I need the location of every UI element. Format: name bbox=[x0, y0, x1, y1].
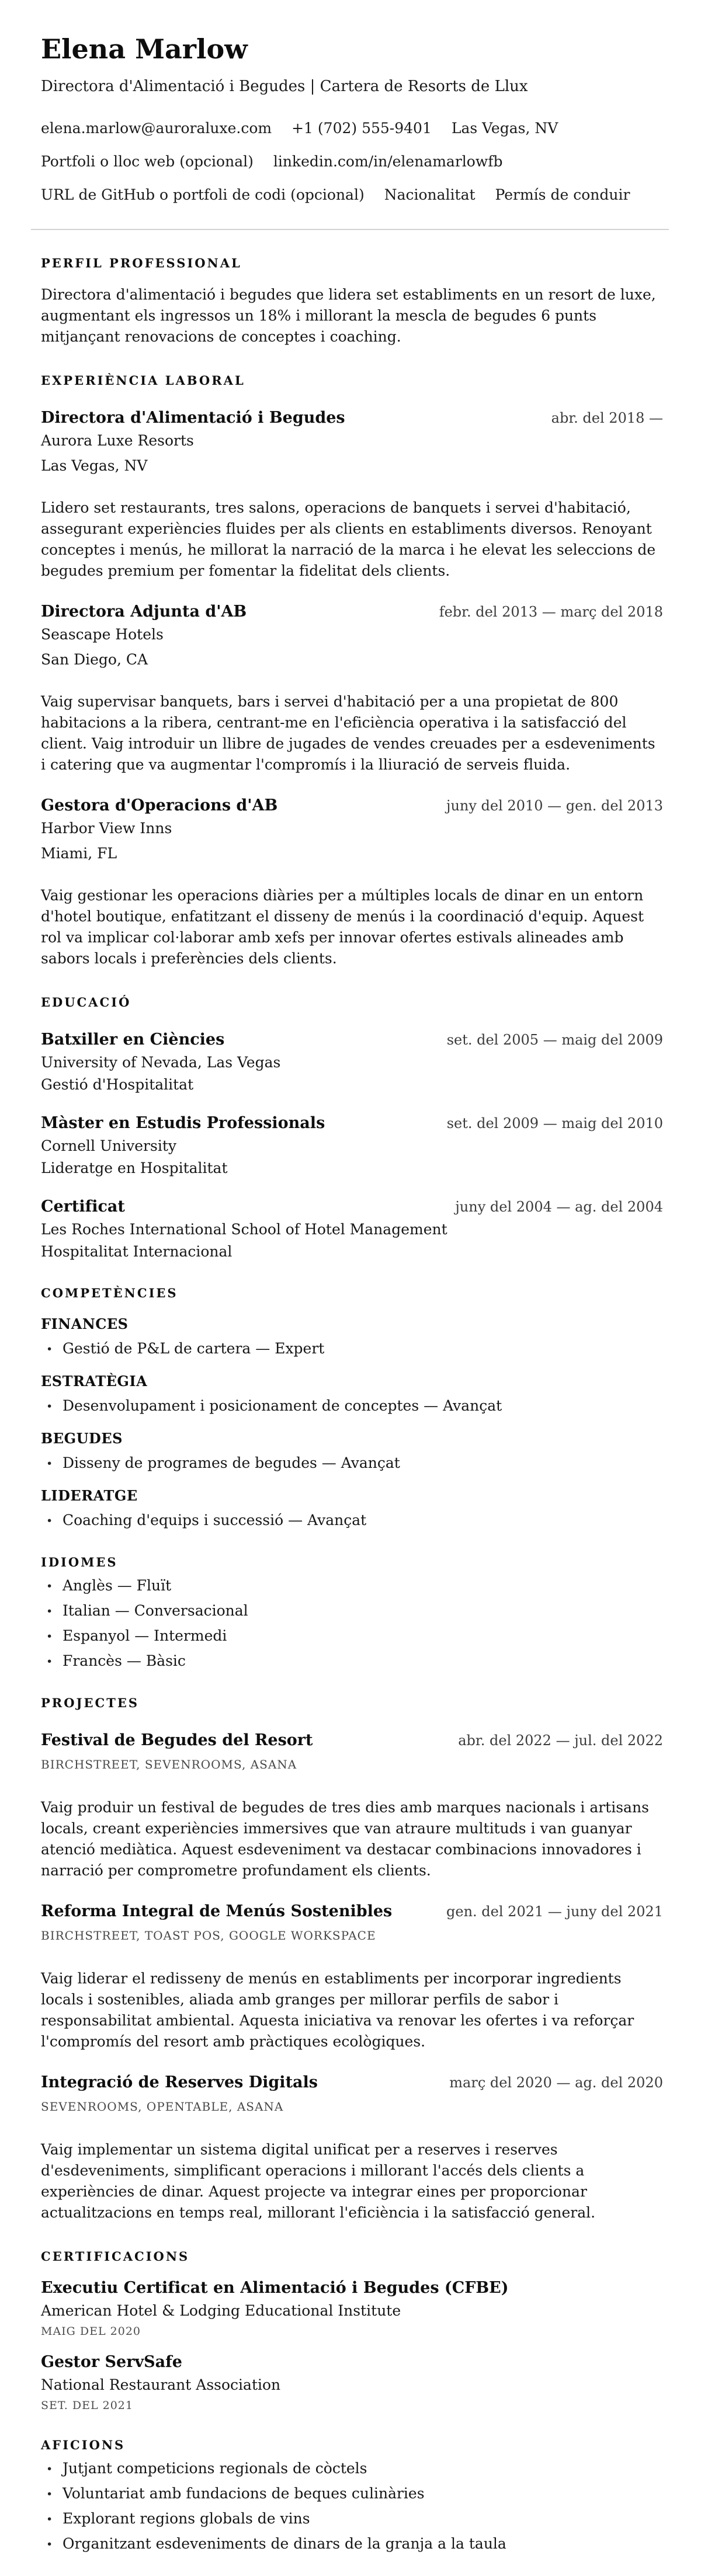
job-title: Directora Adjunta d'AB bbox=[41, 602, 247, 621]
section-languages bbox=[41, 1555, 663, 1670]
project-entry bbox=[41, 2073, 663, 2223]
project-description: Vaig produir un festival de begudes de tres dies amb marques nacionals i artisans locals, creant experiències immersives que van atraure multituds i van guanyar atenció mediàtica. Aquest esdeveniment va destacar combinacions innovadores i narració per comprometre profundament els clients. bbox=[41, 1798, 649, 1879]
job-title: Directora d'Alimentació i Begudes bbox=[41, 408, 345, 427]
job-description: Vaig supervisar banquets, bars i servei d'habitació per a una propietat de 800 habitacions a la ribera, centrant-me en l'eficiència operativa i la satisfacció del client. Vaig introduir un llibre de jugades de vendes creuades per a esdeveniments i catering que va augmentar l'compromís i la lliuració de serveis fluida. bbox=[41, 692, 655, 773]
degree-dates: set. del 2005 — maig del 2009 bbox=[446, 1031, 663, 1048]
hobby-list bbox=[41, 2460, 663, 2553]
project-description: Vaig liderar el redisseny de menús en establiments per incorporar ingredients locals i sostenibles, aliada amb granges per millorar perfils de sabor i responsabilitat ambiental. Aquesta iniciativa va renovar les ofertes i va reforçar l'compromís del resort amb pràctiques ecològiques. bbox=[41, 1969, 634, 2050]
degree-field: Hospitalitat Internacional bbox=[41, 1242, 232, 1260]
job-entry bbox=[41, 603, 663, 775]
language-item: • Espanyol — Intermedi bbox=[41, 1627, 663, 1645]
section-title-education: EDUCACIÓ bbox=[41, 994, 131, 1009]
skill-group-name: LIDERATGE bbox=[41, 1487, 138, 1504]
job-description: Lidero set restaurants, tres salons, operacions de banquets i servei d'habitació, assegurant experiències fluides per als clients en establiments diversos. Renoyant conceptes i menús, he millorat la narració de la marca i he elevat les seleccions de begudes premium per fomentar la fidelitat dels clients. bbox=[41, 499, 656, 579]
profile-summary: Directora d'alimentació i begudes que lidera set establiments en un resort de luxe, augmentant els ingressos un 18% i millorant la mescla de begudes 6 punts mitjançant renovacions de conceptes i coaching. bbox=[41, 286, 656, 345]
resume-header bbox=[41, 34, 663, 203]
section-profile bbox=[41, 256, 663, 347]
job-title: Gestora d'Operacions d'AB bbox=[41, 796, 278, 814]
language-list bbox=[41, 1577, 663, 1670]
project-tools: BIRCHSTREET, SEVENROOMS, ASANA bbox=[41, 1757, 297, 1771]
education-entry bbox=[41, 1114, 663, 1176]
project-title: Festival de Begudes del Resort bbox=[41, 1731, 313, 1749]
job-location: Miami, FL bbox=[41, 844, 117, 862]
project-dates: març del 2020 — ag. del 2020 bbox=[449, 2074, 663, 2091]
project-title: Integració de Reserves Digitals bbox=[41, 2073, 318, 2091]
location-text: Las Vegas, NV bbox=[451, 119, 558, 137]
degree-dates: juny del 2004 — ag. del 2004 bbox=[455, 1198, 663, 1215]
section-education bbox=[41, 995, 663, 1260]
job-entry bbox=[41, 796, 663, 969]
contact-row-3 bbox=[41, 186, 663, 203]
phone-number: +1 (702) 555-9401 bbox=[291, 119, 432, 137]
section-title-projects: PROJECTES bbox=[41, 1695, 139, 1710]
job-company: Aurora Luxe Resorts bbox=[41, 431, 194, 449]
skill-item: • Coaching d'equips i successió — Avançat bbox=[41, 1512, 663, 1529]
project-entry bbox=[41, 1902, 663, 2052]
skill-group-name: BEGUDES bbox=[41, 1429, 123, 1447]
skill-list bbox=[41, 1340, 663, 1357]
job-dates: febr. del 2013 — març del 2018 bbox=[439, 603, 663, 620]
skill-group bbox=[41, 1315, 663, 1357]
skill-list bbox=[41, 1454, 663, 1472]
degree-title: Màster en Estudis Professionals bbox=[41, 1113, 325, 1132]
header-divider bbox=[31, 229, 669, 230]
certification-entry bbox=[41, 2279, 663, 2338]
section-title-hobbies: AFICIONS bbox=[41, 2437, 126, 2452]
certification-title: Gestor ServSafe bbox=[41, 2352, 182, 2371]
job-header bbox=[41, 796, 663, 814]
degree-header bbox=[41, 1114, 663, 1132]
headline: Directora d'Alimentació i Begudes | Cartera de Resorts de Llux bbox=[41, 77, 528, 95]
language-item: • Italian — Conversacional bbox=[41, 1602, 663, 1620]
degree-school: Cornell University bbox=[41, 1137, 176, 1154]
skill-list bbox=[41, 1397, 663, 1415]
person-name: Elena Marlow bbox=[41, 33, 248, 65]
education-entry bbox=[41, 1031, 663, 1093]
certification-date: MAIG DEL 2020 bbox=[41, 2324, 141, 2338]
degree-school: Les Roches International School of Hotel Management bbox=[41, 1220, 447, 1238]
section-title-certifications: CERTIFICACIONS bbox=[41, 2248, 190, 2264]
job-location: Las Vegas, NV bbox=[41, 457, 148, 474]
skill-item: • Desenvolupament i posicionament de conceptes — Avançat bbox=[41, 1397, 663, 1415]
project-title: Reforma Integral de Menús Sostenibles bbox=[41, 1902, 393, 1920]
certification-org: American Hotel & Lodging Educational Institute bbox=[41, 2302, 401, 2319]
section-projects bbox=[41, 1696, 663, 2223]
certification-org: National Restaurant Association bbox=[41, 2376, 281, 2393]
section-title-languages: IDIOMES bbox=[41, 1554, 118, 1569]
certification-entry bbox=[41, 2353, 663, 2412]
section-skills bbox=[41, 1286, 663, 1529]
job-company: Harbor View Inns bbox=[41, 819, 172, 837]
linkedin-link[interactable]: linkedin.com/in/elenamarlowfb bbox=[273, 152, 503, 170]
job-description: Vaig gestionar les operacions diàries per a múltiples locals de dinar en un entorn d'hotel boutique, enfatitzant el disseny de menús i la coordinació d'equip. Aquest rol va implicar col·laborar amb xefs per innovar ofertes estivals alineades amb sabors locals i preferències dels clients. bbox=[41, 886, 644, 967]
job-dates: juny del 2010 — gen. del 2013 bbox=[446, 797, 663, 814]
skill-group bbox=[41, 1430, 663, 1472]
portfolio-placeholder: Portfoli o lloc web (opcional) bbox=[41, 152, 254, 170]
language-item: • Francès — Bàsic bbox=[41, 1652, 663, 1670]
hobby-item: • Jutjant competicions regionals de còctels bbox=[41, 2460, 663, 2477]
job-company: Seascape Hotels bbox=[41, 625, 164, 643]
project-tools: BIRCHSTREET, TOAST POS, GOOGLE WORKSPACE bbox=[41, 1928, 376, 1943]
skill-group-name: FINANCES bbox=[41, 1315, 129, 1332]
section-experience bbox=[41, 373, 663, 969]
degree-title: Certificat bbox=[41, 1197, 125, 1216]
degree-school: University of Nevada, Las Vegas bbox=[41, 1053, 281, 1071]
skill-list bbox=[41, 1512, 663, 1529]
project-entry bbox=[41, 1731, 663, 1881]
section-title-experience: EXPERIÈNCIA LABORAL bbox=[41, 373, 245, 388]
degree-header bbox=[41, 1031, 663, 1049]
degree-header bbox=[41, 1198, 663, 1216]
hobby-item: • Voluntariat amb fundacions de beques culinàries bbox=[41, 2485, 663, 2502]
project-tools: SEVENROOMS, OPENTABLE, ASANA bbox=[41, 2099, 284, 2114]
degree-dates: set. del 2009 — maig del 2010 bbox=[446, 1115, 663, 1132]
skill-item: • Disseny de programes de begudes — Avançat bbox=[41, 1454, 663, 1472]
job-entry bbox=[41, 409, 663, 582]
degree-field: Gestió d'Hospitalitat bbox=[41, 1075, 194, 1093]
section-certifications bbox=[41, 2249, 663, 2412]
contact-row-1 bbox=[41, 120, 663, 137]
github-placeholder: URL de GitHub o portfoli de codi (opcional) bbox=[41, 186, 365, 203]
project-header bbox=[41, 2073, 663, 2091]
skill-item: • Gestió de P&L de cartera — Expert bbox=[41, 1340, 663, 1357]
hobby-item: • Organitzant esdeveniments de dinars de la granja a la taula bbox=[41, 2535, 663, 2553]
email-link[interactable]: elena.marlow@auroraluxe.com bbox=[41, 119, 272, 137]
section-title-skills: COMPETÈNCIES bbox=[41, 1285, 178, 1300]
section-title-profile: PERFIL PROFESSIONAL bbox=[41, 255, 242, 270]
project-dates: gen. del 2021 — juny del 2021 bbox=[446, 1903, 663, 1920]
hobby-item: • Explorant regions globals de vins bbox=[41, 2510, 663, 2528]
language-item: • Anglès — Fluït bbox=[41, 1577, 663, 1595]
contact-row-2 bbox=[41, 153, 663, 170]
education-entry bbox=[41, 1198, 663, 1260]
certification-title: Executiu Certificat en Alimentació i Begudes (CFBE) bbox=[41, 2278, 509, 2297]
job-header bbox=[41, 603, 663, 621]
skill-group bbox=[41, 1487, 663, 1529]
job-location: San Diego, CA bbox=[41, 650, 148, 668]
project-dates: abr. del 2022 — jul. del 2022 bbox=[458, 1732, 663, 1749]
job-header bbox=[41, 409, 663, 427]
project-description: Vaig implementar un sistema digital unificat per a reserves i reserves d'esdeveniments, simplificant operacions i millorant l'accés dels clients a experiències de dinar. Aquest projecte va integrar eines per proporcionar actualitzacions en temps real, millorant l'eficiència i la satisfacció general. bbox=[41, 2140, 596, 2221]
degree-field: Lideratge en Hospitalitat bbox=[41, 1159, 228, 1176]
job-dates: abr. del 2018 — bbox=[551, 409, 663, 426]
nationality-placeholder: Nacionalitat bbox=[384, 186, 476, 203]
section-hobbies bbox=[41, 2438, 663, 2553]
driving-license-placeholder: Permís de conduir bbox=[495, 186, 630, 203]
project-header bbox=[41, 1731, 663, 1749]
project-header bbox=[41, 1902, 663, 1920]
skill-group bbox=[41, 1373, 663, 1415]
certification-date: SET. DEL 2021 bbox=[41, 2399, 133, 2412]
skill-group-name: ESTRATÈGIA bbox=[41, 1372, 148, 1390]
degree-title: Batxiller en Ciències bbox=[41, 1030, 225, 1049]
